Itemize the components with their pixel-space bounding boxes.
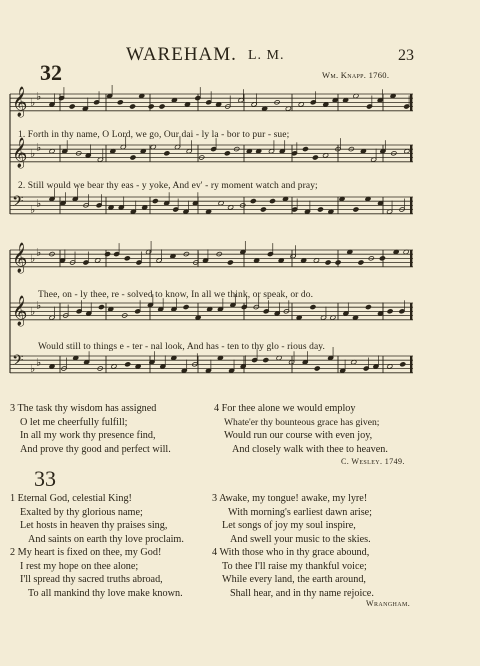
note-head <box>69 104 75 109</box>
verse-line: 1 Eternal God, celestial King! <box>10 493 132 504</box>
note-head <box>314 366 320 371</box>
note-head <box>250 199 256 204</box>
page-number: 23 <box>398 47 414 64</box>
note-head <box>105 252 111 257</box>
verse-line: And saints on earth thy love proclaim. <box>28 533 184 545</box>
final-bar <box>410 197 412 214</box>
verse-line: I rest my hope on thee alone; <box>20 560 139 572</box>
verse-line: O let me cheerfully fulfill; <box>20 416 128 428</box>
final-bar <box>410 303 412 320</box>
note-head <box>365 305 371 310</box>
note-head <box>124 256 130 261</box>
final-bar <box>410 94 412 111</box>
note-head <box>335 260 341 265</box>
verse-line: In all my work thy presence find, <box>20 430 156 441</box>
verse-line: Exalted by thy glorious name; <box>20 506 143 518</box>
final-bar <box>410 250 412 267</box>
verse-line: To all mankind thy love make known. <box>28 587 183 599</box>
tune-title: WAREHAM. <box>126 44 237 65</box>
final-bar <box>410 145 412 162</box>
note-head <box>159 104 165 109</box>
note-head <box>183 305 189 310</box>
note-head <box>260 207 266 212</box>
verse-line: And swell your music to the skies. <box>230 533 371 545</box>
note-head <box>353 207 359 212</box>
bass-clef-icon: 𝄢 <box>12 352 24 373</box>
hymn32-verse-3 <box>10 402 171 456</box>
note-head <box>379 256 385 261</box>
verse-line: I'll spread thy sacred truths abroad, <box>20 574 163 585</box>
note-head <box>269 199 275 204</box>
note-head <box>98 305 104 310</box>
flat-sign-icon: ♭ <box>36 299 42 312</box>
hymn33-left-column <box>10 492 184 600</box>
note-head <box>117 100 123 105</box>
note-head <box>152 199 158 204</box>
note-head <box>125 362 131 367</box>
note-head <box>148 104 154 109</box>
flat-sign-icon: ♭ <box>30 147 36 160</box>
verse-line: And prove thy good and perfect will. <box>20 443 171 455</box>
verse-line: 4 With those who in thy grace abound, <box>212 547 370 558</box>
verse-line: While every land, the earth around, <box>222 574 366 585</box>
lyric-verse-2-system-1: 2. Still would we bear thy eas - y yoke, And ev' - ry moment watch and pray; <box>18 181 318 191</box>
note-head <box>263 358 269 363</box>
note-head <box>358 260 364 265</box>
flat-sign-icon: ♭ <box>30 252 36 265</box>
flat-sign-icon: ♭ <box>30 203 36 216</box>
verse-line: Would run our course with even joy, <box>224 430 373 441</box>
composer-credit: Wm. Knapp. 1760. <box>322 70 390 80</box>
flat-sign-icon: ♭ <box>30 362 36 375</box>
verse-line: Whate'er thy bounteous grace has given; <box>224 416 380 428</box>
treble-clef-icon: 𝄞 <box>12 243 28 273</box>
lyric-verse-1-system-2: Thee, on - ly thee, re - solved to know, In all we think, or speak, or do. <box>38 290 314 300</box>
final-bar <box>410 356 412 373</box>
verse-line: 4 For thee alone we would employ <box>214 403 356 414</box>
hymn32-verse-4 <box>214 402 388 456</box>
verse-line: 2 My heart is fixed on thee, my God! <box>10 547 162 558</box>
note-head <box>312 155 318 160</box>
note-head <box>325 260 331 265</box>
note-head <box>310 305 316 310</box>
hymn32-attribution: C. Wesley. 1749. <box>341 457 405 466</box>
treble-clef-icon: 𝄞 <box>12 296 28 326</box>
note-head <box>400 362 406 367</box>
verse-line: And closely walk with thee to heaven. <box>232 443 388 455</box>
note-head <box>130 155 136 160</box>
verse-line: 3 Awake, my tongue! awake, my lyre! <box>212 493 368 504</box>
hymn33-attribution: Wrangham. <box>366 599 411 608</box>
flat-sign-icon: ♭ <box>30 305 36 318</box>
flat-sign-icon: ♭ <box>30 96 36 109</box>
flat-sign-icon: ♭ <box>36 246 42 259</box>
flat-sign-icon: ♭ <box>36 197 42 210</box>
verse-line: Shall hear, and in thy name rejoice. <box>230 587 374 599</box>
tune-meter: L. M. <box>248 48 285 63</box>
note-head <box>302 147 308 152</box>
lyric-verse-1-system-1: 1. Forth in thy name, O Lord, we go, Our dai - ly la - bor to pur - sue; <box>18 130 290 140</box>
hymn-number: 32 <box>40 60 62 85</box>
treble-clef-icon: 𝄞 <box>12 138 28 168</box>
flat-sign-icon: ♭ <box>36 356 42 369</box>
flat-sign-icon: ♭ <box>36 141 42 154</box>
verse-line: 3 The task thy wisdom has assigned <box>10 403 157 414</box>
lyric-verse-2-system-2: Would still to things e - ter - nal look, And has - ten to thy glo - rious day. <box>38 342 325 352</box>
note-head <box>224 151 230 156</box>
verse-line: Let songs of joy my soul inspire, <box>222 520 356 531</box>
verse-line: Let hosts in heaven thy praises sing, <box>20 520 168 531</box>
treble-clef-icon: 𝄞 <box>12 87 28 117</box>
flat-sign-icon: ♭ <box>36 90 42 103</box>
verse-line: To thee I'll raise my thankful voice; <box>222 560 367 572</box>
note-head <box>129 104 135 109</box>
hymn-33-number: 33 <box>34 466 56 491</box>
note-head <box>164 151 170 156</box>
bass-clef-icon: 𝄢 <box>12 193 24 214</box>
hymn33-right-column <box>212 492 374 600</box>
note-head <box>387 309 393 314</box>
note-head <box>227 260 233 265</box>
note-head <box>317 207 323 212</box>
verse-line: With morning's earliest dawn arise; <box>228 506 373 518</box>
